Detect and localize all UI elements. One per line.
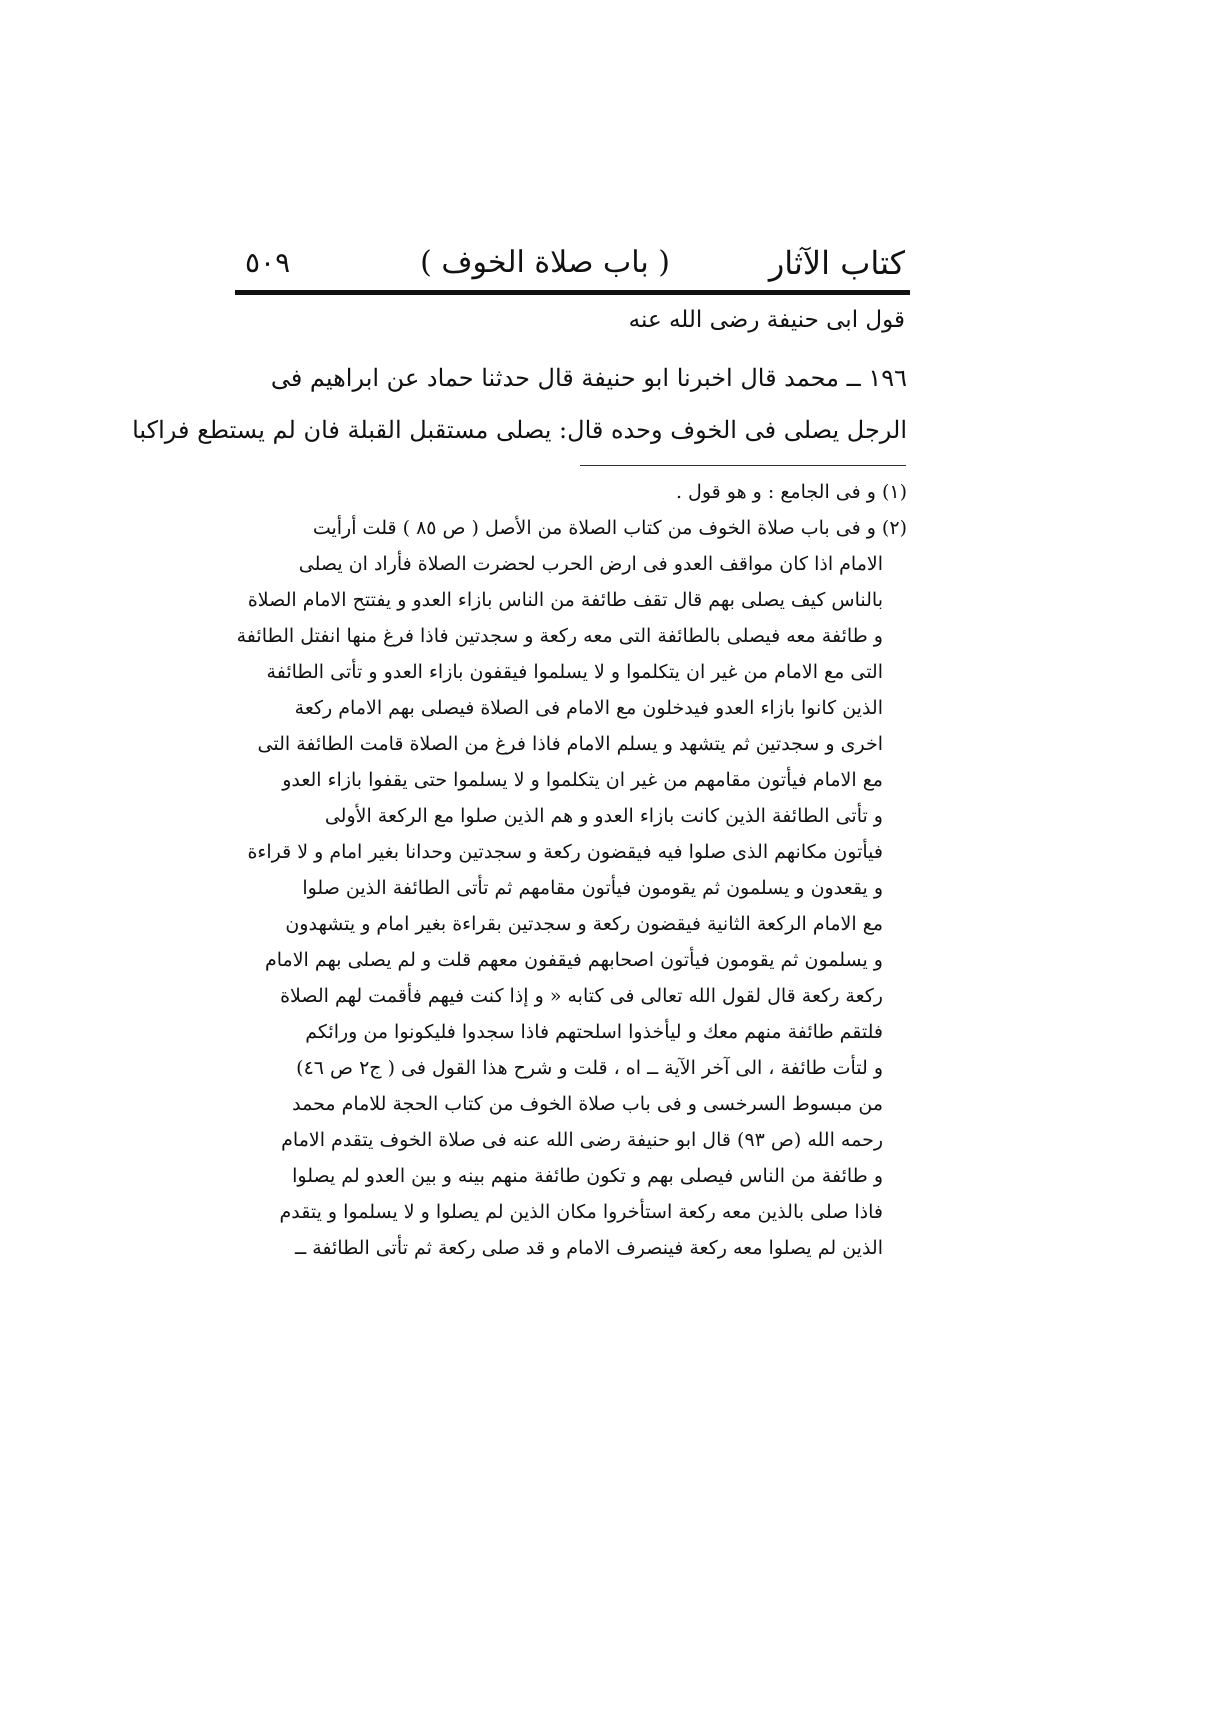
footnote-line: و تأتى الطائفة الذين كانت بازاء العدو و هم الذين صلوا مع الركعة الأولى — [324, 805, 883, 827]
header-rule — [235, 290, 910, 295]
footnote-line: و يسلمون ثم يقومون فيأتون اصحابهم فيقفون معهم قلت و لم يصلى بهم الامام — [264, 949, 883, 971]
page-number: ٥٠٩ — [245, 246, 291, 279]
footnote-line: الامام اذا كان مواقف العدو فى ارض الحرب لحضرت الصلاة فأراد ان يصلى — [298, 553, 883, 575]
footnote-line: ركعة ركعة قال لقول الله تعالى فى كتابه « و إذا كنت فيهم فأقمت لهم الصلاة — [280, 985, 883, 1007]
footnote-line: اخرى و سجدتين ثم يتشهد و يسلم الامام فاذا فرغ من الصلاة قامت الطائفة التى — [257, 733, 883, 755]
footnote-line: الذين كانوا بازاء العدو فيدخلون مع الامام فى الصلاة فيصلى بهم الامام ركعة — [294, 697, 883, 719]
footnote-1: (١) و فى الجامع : و هو قول . — [675, 481, 907, 503]
chapter-title: ( باب صلاة الخوف ) — [420, 245, 670, 280]
footnote-line: و طائفة من الناس فيصلى بهم و تكون طائفة منهم بينه و بين العدو لم يصلوا — [292, 1165, 883, 1187]
footnote-line: و طائفة معه فيصلى بالطائفة التى معه ركعة و سجدتين فاذا فرغ منها انفتل الطائفة — [236, 625, 883, 647]
footnote-line: التى مع الامام من غير ان يتكلموا و لا يسلموا فيقفون بازاء العدو و تأتى الطائفة — [266, 661, 883, 683]
main-text-line: ١٩٦ ــ محمد قال اخبرنا ابو حنيفة قال حدثنا حماد عن ابراهيم فى — [270, 364, 907, 392]
footnote-line: و لتأت طائفة ، الى آخر الآية ــ اه ، قلت و شرح هذا القول فى ( ج٢ ص ٤٦) — [296, 1057, 883, 1079]
page-header — [245, 238, 905, 288]
footnote-line: فاذا صلى بالذين معه ركعة استأخروا مكان الذين لم يصلوا و لا يسلموا و يتقدم — [279, 1201, 883, 1223]
footnote-line: فلتقم طائفة منهم معك و ليأخذوا اسلحتهم فاذا سجدوا فليكونوا من ورائكم — [305, 1021, 883, 1043]
main-text-line: الرجل يصلى فى الخوف وحده قال: يصلى مستقبل القبلة فان لم يستطع فراكبا — [132, 416, 907, 444]
footnote-line: من مبسوط السرخسى و فى باب صلاة الخوف من كتاب الحجة للامام محمد — [292, 1093, 883, 1115]
footnote-line: مع الامام الركعة الثانية فيقضون ركعة و سجدتين بقراءة بغير امام و يتشهدون — [285, 913, 883, 935]
footnote-divider — [580, 465, 906, 466]
footnote-line: رحمه الله (ص ٩٣) قال ابو حنيفة رضى الله عنه فى صلاة الخوف يتقدم الامام — [281, 1129, 883, 1151]
footnote-line: و يقعدون و يسلمون ثم يقومون فيأتون مقامهم ثم تأتى الطائفة الذين صلوا — [302, 877, 883, 899]
footnote-2: (٢) و فى باب صلاة الخوف من كتاب الصلاة من الأصل ( ص ٨٥ ) قلت أرأيت — [312, 517, 907, 539]
main-text — [132, 352, 907, 456]
footnote-line: الذين لم يصلوا معه ركعة فينصرف الامام و قد صلى ركعة ثم تأتى الطائفة ــ — [295, 1237, 883, 1259]
section-subheading: قول ابی حنیفة رضی الله عنه — [628, 307, 905, 333]
book-title: كتاب الآثار — [768, 244, 905, 282]
footnote-line: مع الامام فيأتون مقامهم من غير ان يتكلموا و لا يسلموا حتى يقفوا بازاء العدو — [282, 769, 883, 791]
footnote-line: فيأتون مكانهم الذى صلوا فيه فيقضون ركعة و سجدتين وحدانا بغير امام و لا قراءة — [247, 841, 883, 863]
footnotes — [237, 474, 907, 1266]
footnote-line: بالناس كيف يصلى بهم قال تقف طائفة من الناس بازاء العدو و يفتتح الامام الصلاة — [247, 589, 883, 611]
